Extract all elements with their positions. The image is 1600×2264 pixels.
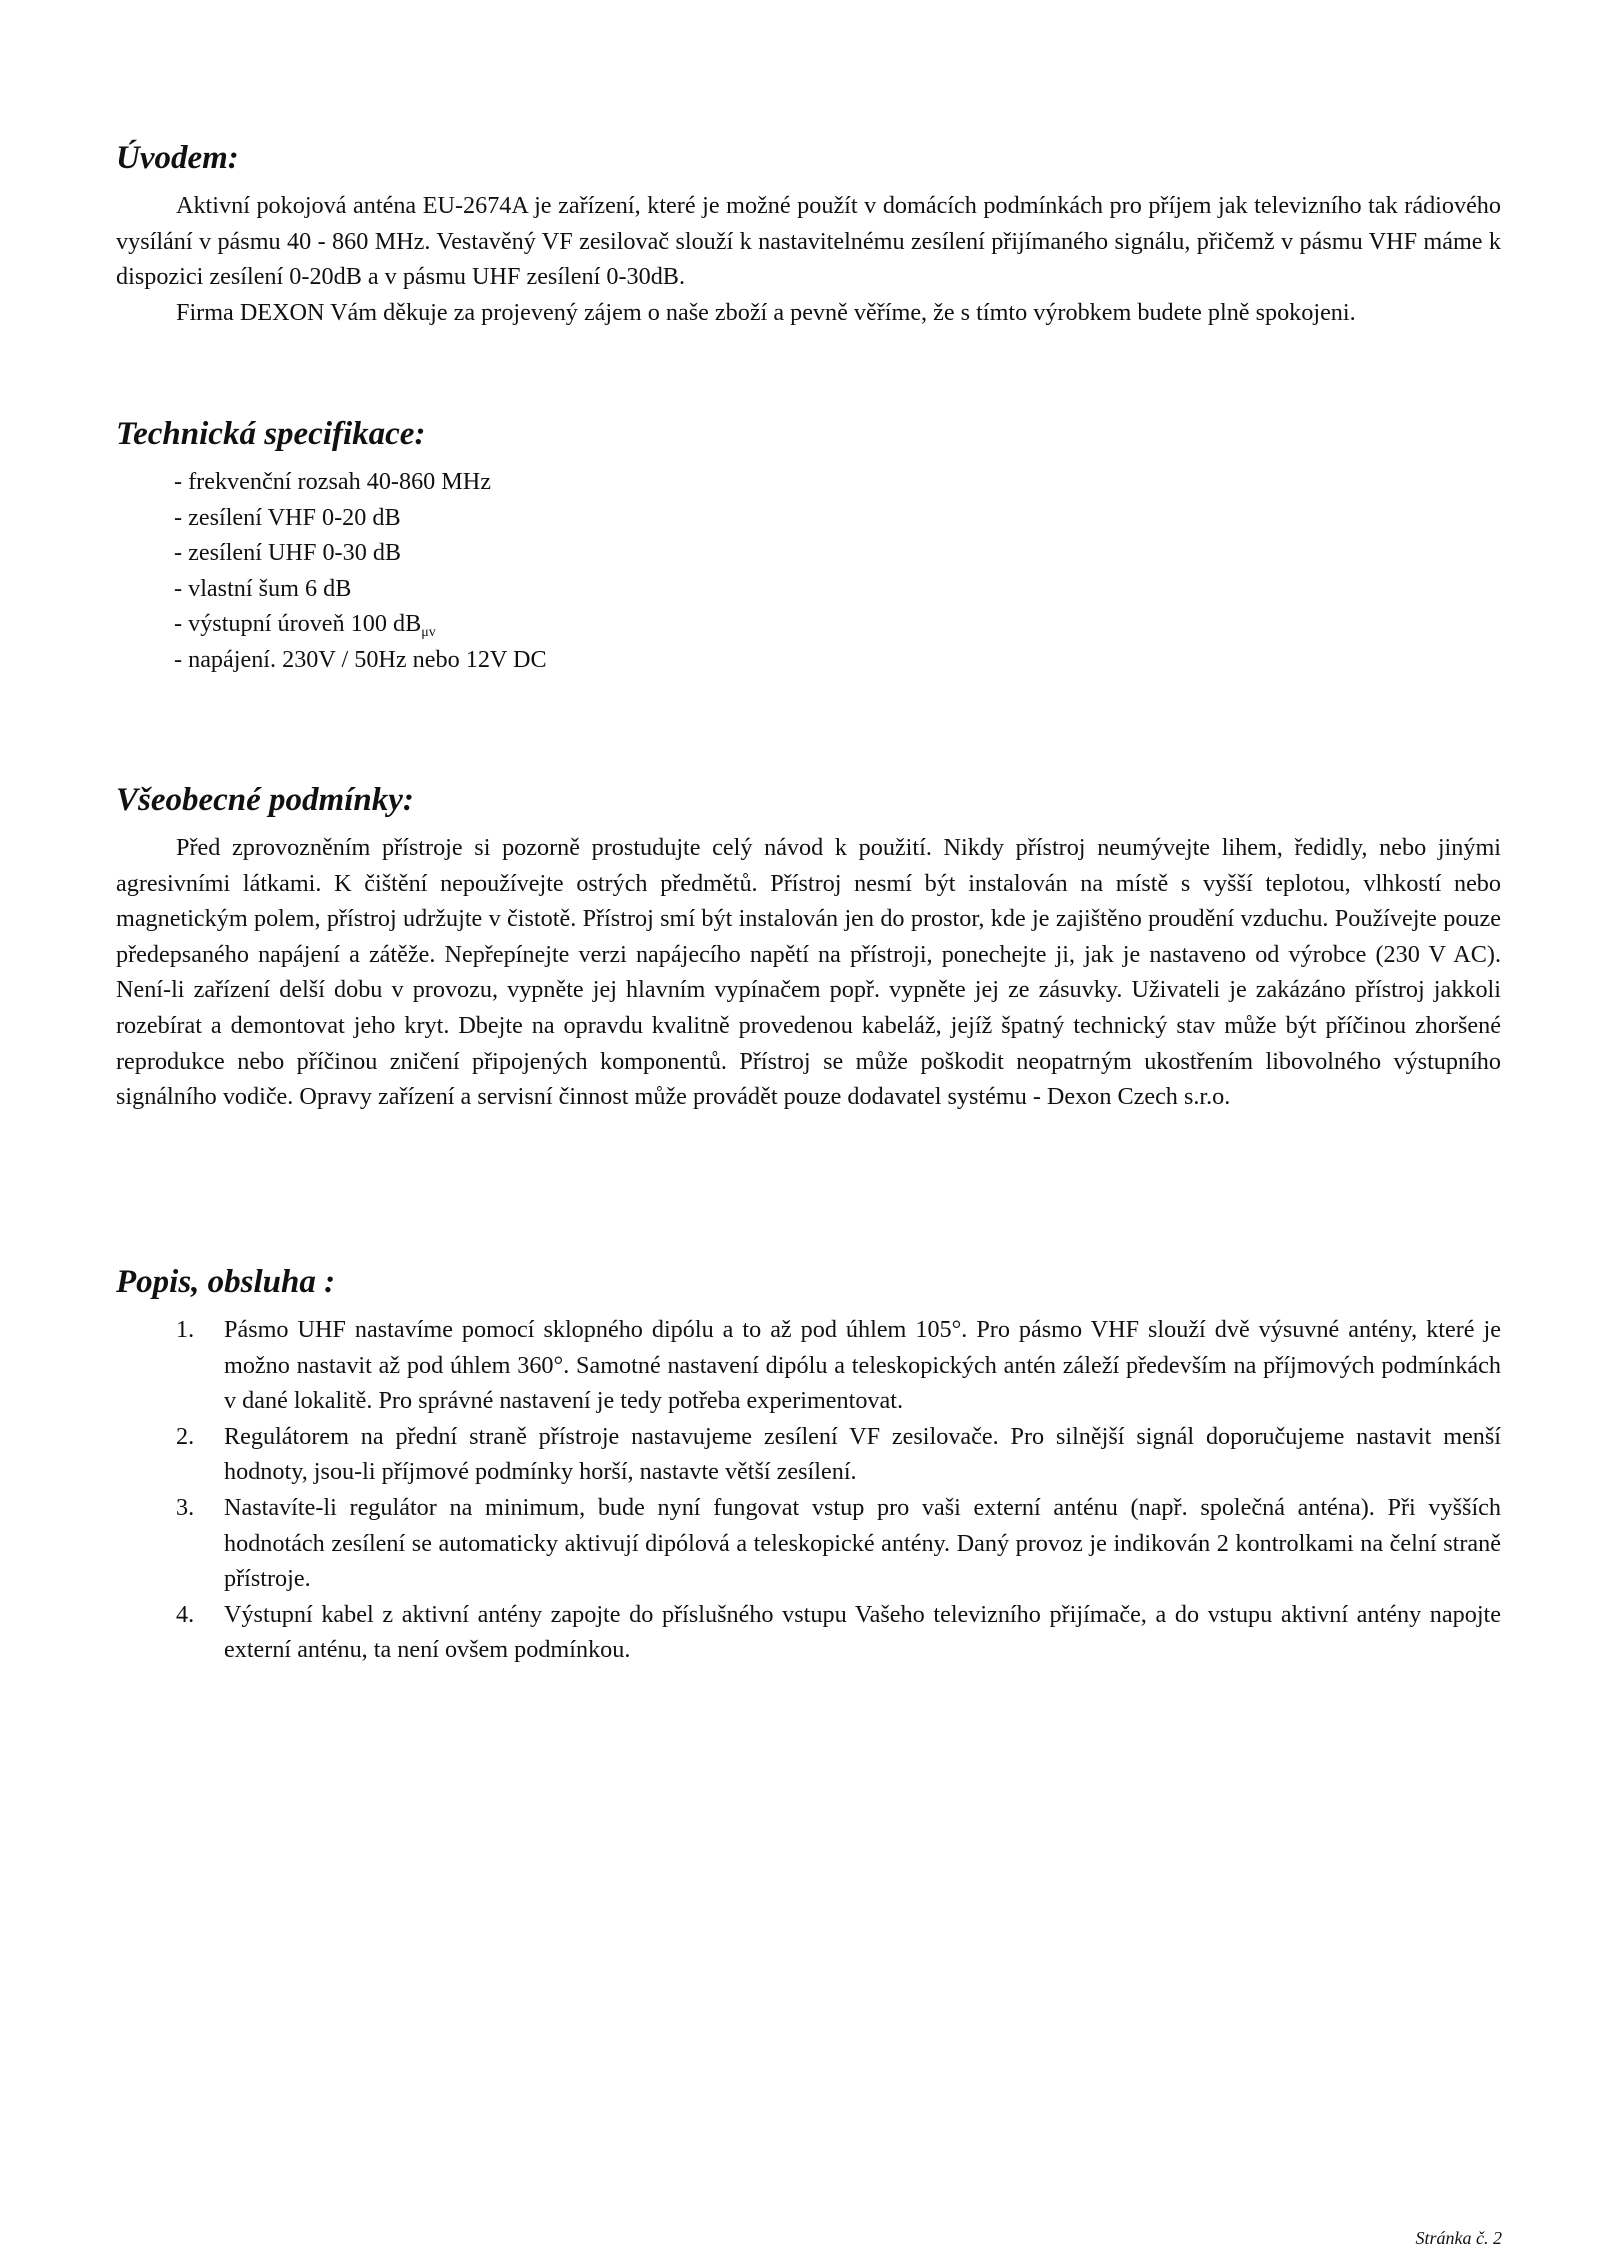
page-number: Stránka č. 2 [1415,2228,1502,2248]
operation-item [116,1490,1501,1597]
spec-item: - vlastní šum 6 dB [174,574,352,602]
operation-item-text: Výstupní kabel z aktivní antény zapojte do příslušného vstupu Vašeho televizního přijímače, a do vstupu aktivní antény napojte externí anténu, ta není ovšem podmínkou. [224,1600,1501,1664]
intro-paragraph-2: Firma DEXON Vám děkuje za projevený zájem o naše zboží a pevně věříme, že s tímto výrobkem budete plně spokojeni. [176,298,1356,326]
operation-item-number: 4. [176,1600,195,1628]
intro-paragraph-1: Aktivní pokojová anténa EU-2674A je zařízení, které je možné použít v domácích podmínkách pro příjem jak televizního tak rádiového vysílání v pásmu 40 - 860 MHz. Vestavěný VF zesilovač slouží k nastavitelnému zesílení přijímaného signálu, přičemž v pásmu VHF máme k dispozici zesílení 0-20dB a v pásmu UHF zesílení 0-30dB. [116,192,1501,291]
operation-item-text: Regulátorem na přední straně přístroje nastavujeme zesílení VF zesilovače. Pro silnější signál doporučujeme nastavit menší hodnoty, jsou-li příjmové podmínky horší, nastavte větší zesílení. [224,1422,1501,1486]
conditions-section [116,780,1501,1115]
specs-list [116,464,1501,678]
operation-heading: Popis, obsluha : [116,1264,336,1300]
spec-item: - zesílení UHF 0-30 dB [174,539,402,567]
operation-item [116,1419,1501,1490]
operation-item [116,1597,1501,1668]
spec-unit-subscript: μv [421,625,436,641]
spec-item: - frekvenční rozsah 40-860 MHz [174,468,492,495]
operation-item-number: 3. [176,1493,195,1521]
operation-item-text: Pásmo UHF nastavíme pomocí sklopného dipólu a to až pod úhlem 105°. Pro pásmo VHF slouží dvě výsuvné antény, které je možno nastavit až pod úhlem 360°. Samotné nastavení dipólu a teleskopických antén záleží především na příjmových podmínkách v dané lokalitě. Pro správné nastavení je tedy potřeba experimentovat. [224,1316,1501,1415]
specs-section [116,414,1501,678]
spec-item-output-text: - výstupní úroveň 100 dB [174,610,422,638]
conditions-heading: Všeobecné podmínky: [116,782,414,818]
operation-item-number: 1. [176,1316,195,1343]
conditions-paragraph: Před zprovozněním přístroje si pozorně prostudujte celý návod k použití. Nikdy přístroj neumývejte lihem, ředidly, nebo jinými agresivními látkami. K čištění nepoužívejte ostrých předmětů. Přístroj nesmí být instalován na místě s vyšší teplotou, vlhkostí nebo magnetickým polem, přístroj udržujte v čistotě. Přístroj smí být instalován jen do prostor, kde je zajištěno proudění vzduchu. Používejte pouze předepsaného napájení a zátěže. Nepřepínejte verzi napájecího napětí na přístroji, ponechejte ji, jak je nastaveno od výrobce (230 V AC). Není-li zařízení delší dobu v provozu, vypněte jej hlavním vypínačem popř. vypněte jej ze zásuvky. Uživateli je zakázáno přístroj jakkoli rozebírat a demontovat jeho kryt. Dbejte na opravdu kvalitně provedenou kabeláž, jejíž špatný technický stav může být příčinou zhoršené reprodukce nebo příčinou zničení připojených komponentů. Přístroj se může poškodit neopatrným ukostřením libovolného výstupního signálního vodiče. Opravy zařízení a servisní činnost může provádět pouze dodavatel systému - Dexon Czech s.r.o. [116,834,1501,1111]
spec-item: - napájení. 230V / 50Hz nebo 12V DC [174,645,547,673]
operation-item-number: 2. [176,1422,195,1450]
specs-heading: Technická specifikace: [116,416,426,452]
operation-item-text: Nastavíte-li regulátor na minimum, bude nyní fungovat vstup pro vaši externí anténu (např. společná anténa). Při vyšších hodnotách zesílení se automaticky aktivují dipólová a teleskopické antény. Daný provoz je indikován 2 kontrolkami na čelní straně přístroje. [224,1493,1501,1593]
operation-section [116,1262,1501,1668]
operation-item [116,1312,1501,1419]
spec-item: - zesílení VHF 0-20 dB [174,503,401,531]
intro-section [116,138,1501,330]
spec-item-output-level [174,606,1501,642]
intro-heading: Úvodem: [116,140,239,176]
operation-list [116,1312,1501,1668]
